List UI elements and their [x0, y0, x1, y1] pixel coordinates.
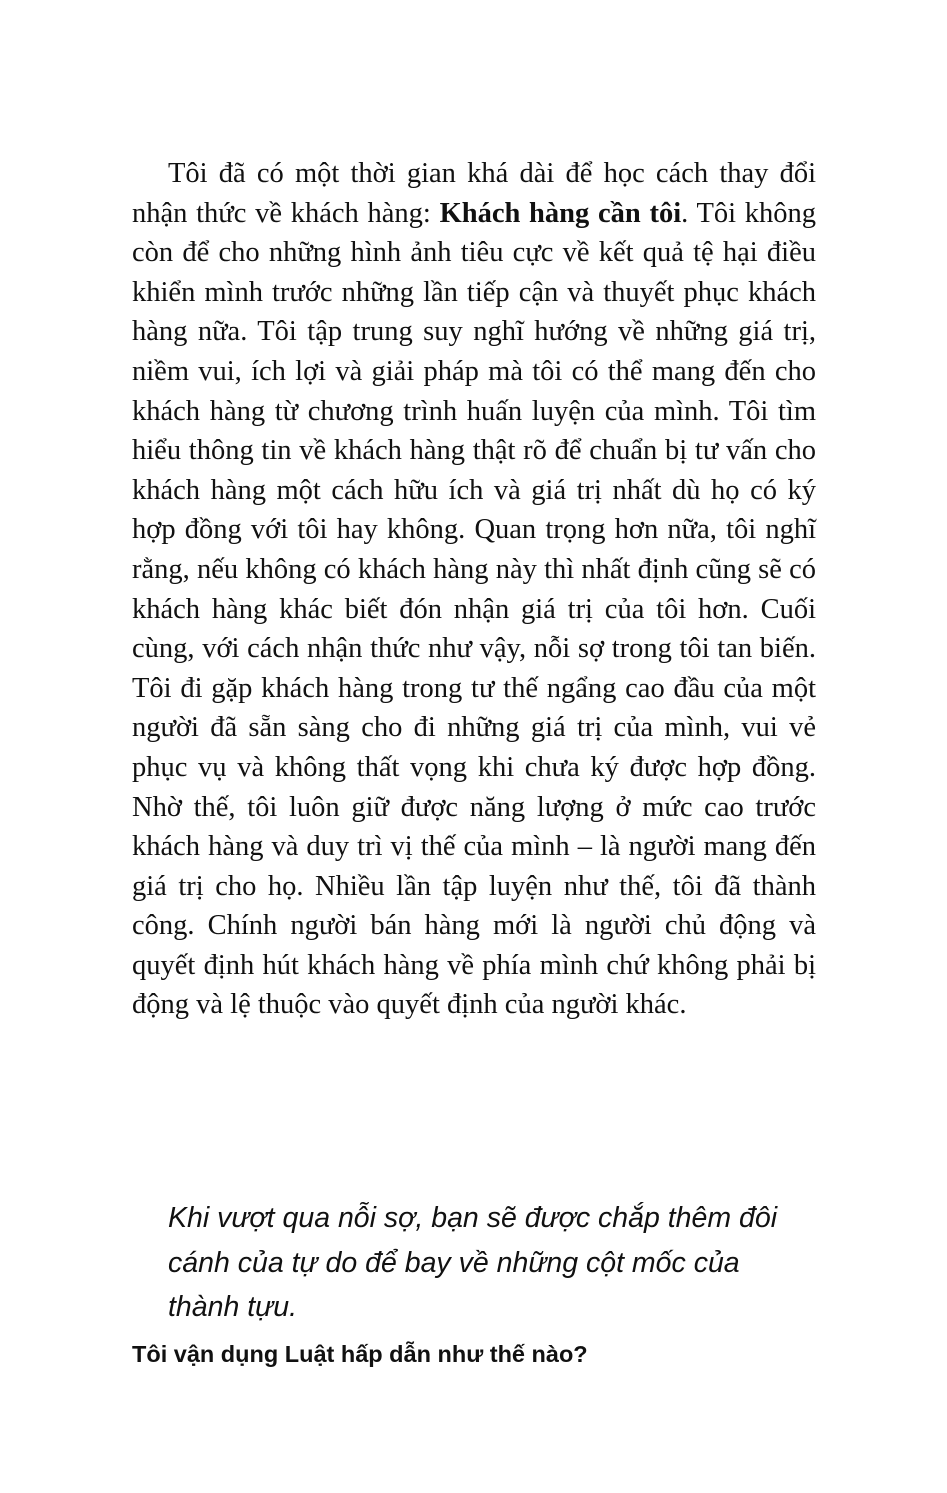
paragraph-text-rest: . Tôi không còn để cho những hình ảnh tiêu cực về kết quả tệ hại điều khiển mình trước những lần tiếp cận và thuyết phục khách hàng nữa. Tôi tập trung suy nghĩ hướng về những giá trị, niềm vui, ích lợi và giải pháp mà tôi có thể mang đến cho khách hàng từ chương trình huấn luyện của mình. Tôi tìm hiểu thông tin về khách hàng thật rõ để chuẩn bị tư vấn cho khách hàng một cách hữu ích và giá trị nhất dù họ có ký hợp đồng với tôi hay không. Quan trọng hơn nữa, tôi nghĩ rằng, nếu không có khách hàng này thì nhất định cũng sẽ có khách hàng khác biết đón nhận giá trị của tôi hơn. Cuối cùng, với cách nhận thức như vậy, nỗi sợ trong tôi tan biến. Tôi đi gặp khách hàng trong tư thế ngẩng cao đầu của một người đã sẵn sàng cho đi những giá trị của mình, vui vẻ phục vụ và không thất vọng khi chưa ký được hợp đồng. Nhờ thế, tôi luôn giữ được năng lượng ở mức cao trước khách hàng và duy trì vị thế của mình – là người mang đến giá trị cho họ. Nhiều lần tập luyện như thế, tôi đã thành công. Chính người bán hàng mới là người chủ động và quyết định hút khách hàng về phía mình chứ không phải bị động và lệ thuộc vào quyết định của người khác. [132, 197, 817, 1021]
bold-phrase: Khách hàng cần tôi [439, 197, 682, 229]
paragraph-text-start: Tôi đã có một thời gian khá dài để học cách thay đổi nhận thức về khách hàng: [132, 158, 816, 229]
pull-quote: Khi vượt qua nỗi sợ, bạn sẽ được chắp thêm đôi cánh của tự do để bay về những cột mốc của thành tựu. [168, 1202, 778, 1323]
section-heading: Tôi vận dụng Luật hấp dẫn như thế nào? [132, 1341, 588, 1367]
body-paragraph [132, 154, 816, 1025]
